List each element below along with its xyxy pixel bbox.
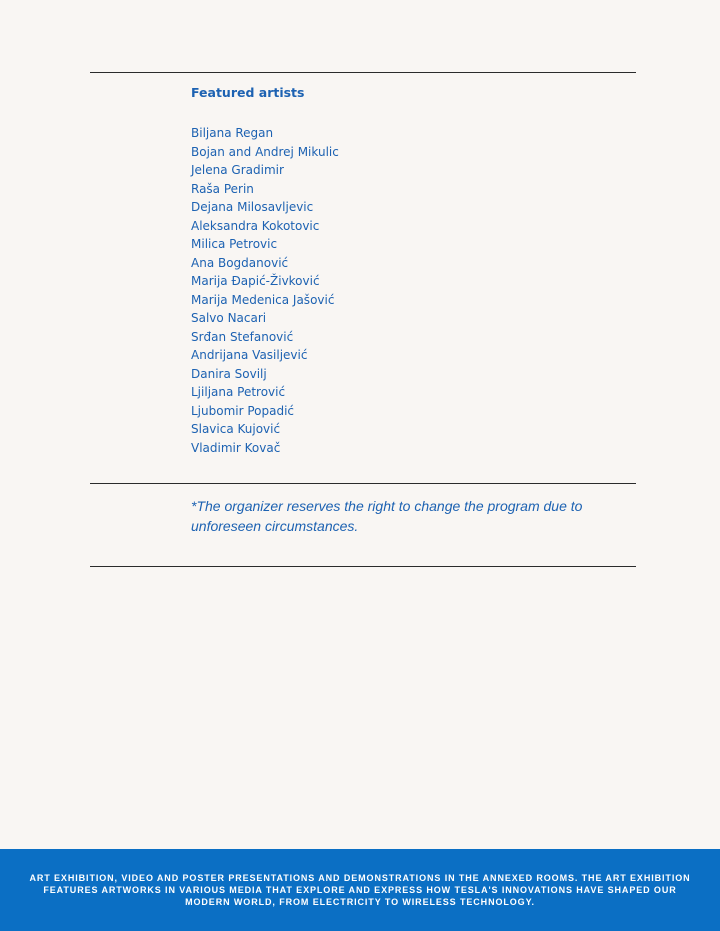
exhibition-banner <box>0 849 720 931</box>
featured-artists-section <box>191 84 631 457</box>
exhibition-banner-text: ART EXHIBITION, VIDEO AND POSTER PRESENTATIONS AND DEMONSTRATIONS IN THE ANNEXED ROOMS. THE ART EXHIBITION FEATURES ARTWORKS IN VARIOUS MEDIA THAT EXPLORE AND EXPRESS HOW TESLA'S INNOVATIONS HAVE SHAPED OUR MODERN WORLD, FROM ELECTRICITY TO WIRELESS TECHNOLOGY. <box>29 873 691 907</box>
featured-artists-heading: Featured artists <box>191 85 305 100</box>
organizer-disclaimer: *The organizer reserves the right to change the program due to unforeseen circumstances. <box>191 498 583 534</box>
artist-name: Srđan Stefanović <box>191 329 294 344</box>
top-divider <box>90 72 636 73</box>
artist-name: Dejana Milosavljevic <box>191 200 314 214</box>
artist-name: Marija Medenica Jašović <box>191 292 335 307</box>
artist-list <box>191 124 631 457</box>
artist-name: Andrijana Vasiljević <box>191 348 308 362</box>
artist-name: Jelena Gradimir <box>191 163 284 177</box>
artist-name: Milica Petrovic <box>191 237 278 251</box>
artist-name: Aleksandra Kokotovic <box>191 218 320 233</box>
artist-name: Ana Bogdanović <box>191 255 289 270</box>
artist-name: Ljiljana Petrović <box>191 385 286 399</box>
middle-divider <box>90 483 636 484</box>
artist-name: Vladimir Kovač <box>191 440 281 455</box>
artist-name: Ljubomir Popadić <box>191 403 295 418</box>
artist-name: Danira Sovilj <box>191 366 267 381</box>
artist-name: Slavica Kujović <box>191 422 281 436</box>
artist-name: Raša Perin <box>191 181 254 196</box>
bottom-divider <box>90 566 636 567</box>
artist-name: Bojan and Andrej Mikulic <box>191 144 339 159</box>
artist-name: Marija Đapić-Živković <box>191 274 320 288</box>
artist-name: Salvo Nacari <box>191 311 267 325</box>
artist-name: Biljana Regan <box>191 126 274 140</box>
